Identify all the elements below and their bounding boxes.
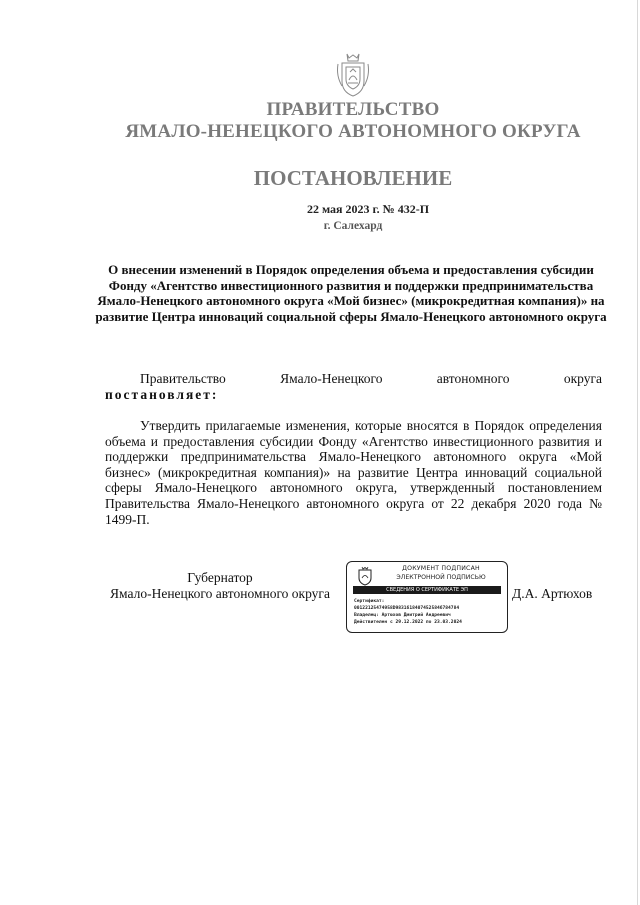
intro-line — [105, 371, 602, 387]
signer-position — [105, 570, 335, 601]
stamp-cert-bar: СВЕДЕНИЯ О СЕРТИФИКАТЕ ЭП — [353, 586, 501, 594]
document-subject: О внесении изменений в Порядок определения объема и предоставления субсидии Фонду «Агентство инвестиционного развития и поддержки предпринимательства Ямало-Ненецкого автономного округа «Мой бизнес» (микрокредитная компания)» на развитие Центра инноваций социальной сферы Ямало-Ненецкого автономного округа — [95, 262, 607, 324]
org-name-line2: ЯМАЛО-НЕНЕЦКОГО АВТОНОМНОГО ОКРУГА — [125, 121, 581, 142]
stamp-line1: ДОКУМЕНТ ПОДПИСАН — [402, 565, 480, 572]
stamp-cert-number: 00122125474958D98316184074525846784784 — [354, 606, 460, 611]
decree-word: постановляет: — [105, 387, 219, 402]
stamp-validity: Действителен с 29.12.2022 по 23.03.2024 — [354, 620, 462, 625]
intro-word: округа — [563, 371, 602, 386]
body-paragraph: Утвердить прилагаемые изменения, которые вносятся в Порядок определения объема и предоставления субсидии Фонду «Агентство инвестиционного развития и поддержки предпринимательства Ямало-Ненецкого автономного округа «Мой бизнес» (микрокредитная компания)» на развитие Центра инноваций социальной сферы Ямало-Ненецкого автономного округа, утвержденный постановлением Правительства Ямало-Ненецкого автономного округа от 22 декабря 2020 года № 1499-П. — [105, 418, 602, 527]
stamp-owner: Владелец: Артюхов Дмитрий Андреевич — [354, 613, 451, 618]
intro-paragraph — [105, 371, 602, 403]
intro-word: Ямало-Ненецкого — [280, 371, 383, 386]
city: г. Салехард — [323, 220, 383, 232]
coat-of-arms-icon — [335, 50, 371, 100]
date-number: 22 мая 2023 г. № 432-П — [306, 202, 430, 216]
stamp-cert-label: Сертификат: — [354, 599, 385, 604]
emblem-icon — [357, 566, 373, 586]
intro-word: автономного — [436, 371, 510, 386]
intro-word: Правительство — [140, 371, 226, 386]
signer-position-line2: Ямало-Ненецкого автономного округа — [110, 585, 330, 601]
signer-name: Д.А. Артюхов — [512, 586, 593, 601]
document-type: ПОСТАНОВЛЕНИЕ — [253, 166, 453, 190]
org-name-line1: ПРАВИТЕЛЬСТВО — [266, 99, 440, 120]
electronic-signature-stamp — [346, 561, 508, 633]
stamp-line2: ЭЛЕКТРОННОЙ ПОДПИСЬЮ — [396, 574, 486, 581]
signer-position-line1: Губернатор — [187, 570, 253, 585]
